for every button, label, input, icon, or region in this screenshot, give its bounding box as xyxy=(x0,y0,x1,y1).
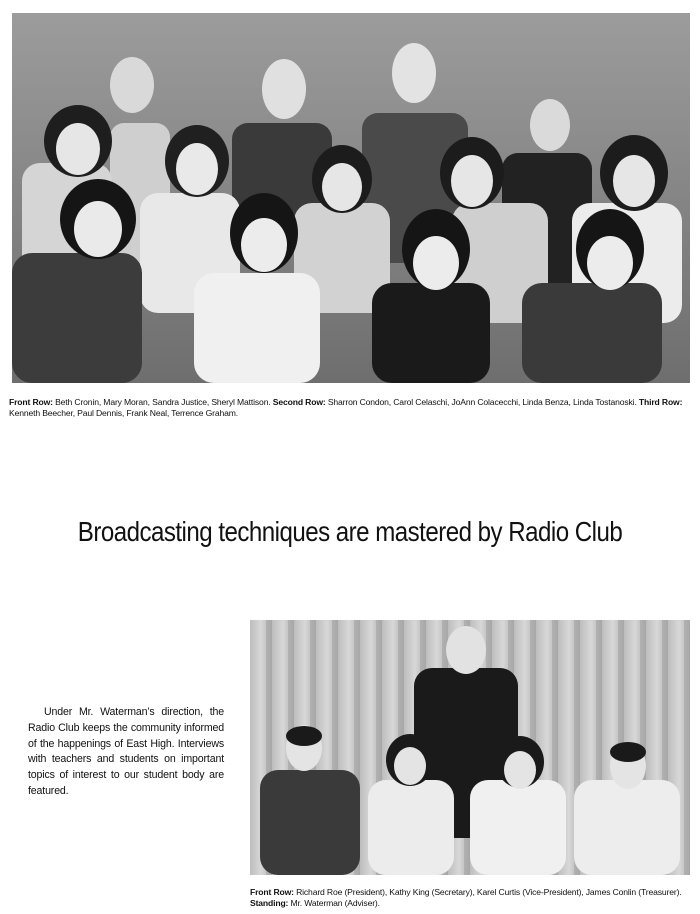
front-row-names: Richard Roe (President), Kathy King (Secretary), Karel Curtis (Vice-President), James Conlin (Treasurer). xyxy=(293,887,682,897)
standing-names: Mr. Waterman (Adviser). xyxy=(288,898,380,908)
standing-label: Standing: xyxy=(250,898,289,908)
top-photo-caption xyxy=(9,397,700,419)
front-row-label: Front Row: xyxy=(9,397,53,407)
radio-club-photo xyxy=(250,620,690,875)
page-headline: Broadcasting techniques are mastered by Radio Club xyxy=(77,516,623,547)
second-row-label: Second Row: xyxy=(272,397,326,407)
body-paragraph: Under Mr. Waterman’s direction, the Radio Club keeps the community informed of the happenings of East High. Interviews with teachers and students on important topics of interest to our student body are featured. xyxy=(28,706,224,797)
second-row-names: Sharron Condon, Carol Celaschi, JoAnn Colacecchi, Linda Benza, Linda Tostanoski. xyxy=(325,397,639,407)
third-row-names: Kenneth Beecher, Paul Dennis, Frank Neal, Terrence Graham. xyxy=(9,408,239,418)
front-row-label: Front Row: xyxy=(250,887,294,897)
group-photo-top xyxy=(12,13,690,383)
third-row-label: Third Row: xyxy=(638,397,683,407)
front-row-names: Beth Cronin, Mary Moran, Sandra Justice, Sheryl Mattison. xyxy=(52,397,273,407)
radio-club-caption xyxy=(250,887,700,909)
